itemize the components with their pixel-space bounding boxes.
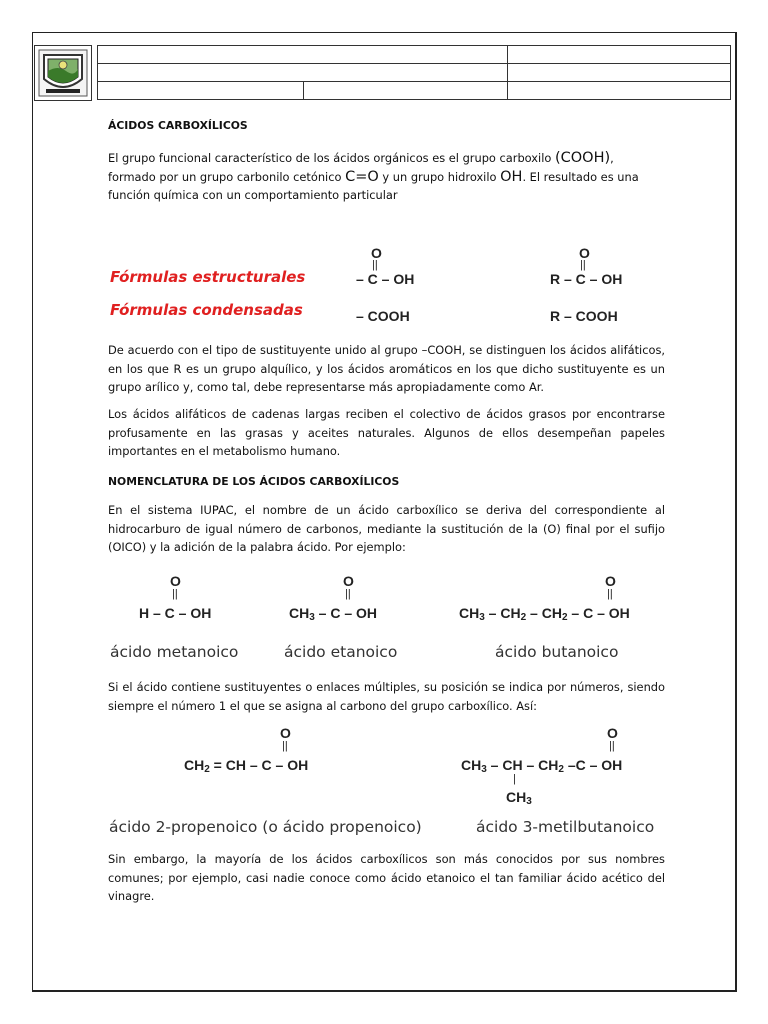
struct2-oxygen: O (579, 245, 590, 261)
butanoico-double-bond: || (607, 588, 613, 600)
metanoico-formula: H – C – OH (139, 605, 212, 621)
condensed-formulas-label: Fórmulas condensadas (110, 301, 303, 319)
document-page (32, 32, 737, 992)
struct1-formula: – C – OH (356, 271, 415, 287)
etanoico-formula: $CH_3$ – C – OH (289, 605, 378, 623)
propenoico-name: ácido 2-propenoico (o ácido propenoico) (109, 818, 422, 836)
metilbut-double-bond: || (609, 740, 615, 752)
header-cell (98, 64, 508, 82)
iupac-paragraph: En el sistema IUPAC, el nombre de un ácido carboxílico se deriva del correspondiente al hidrocarburo de igual número de carbonos, mediante la sustitución de la (O) final por el sufijo (OICO) y la adición de la palabra ácido. Por ejemplo: (108, 503, 665, 554)
struct1-oxygen: O (371, 245, 382, 261)
metilbut-oxygen: O (607, 725, 618, 741)
intro-paragraph: El grupo funcional característico de los ácidos orgánicos es el grupo carboxilo (COOH), formado por un grupo carbonilo cetónico C=O y un grupo hidroxilo OH. El resultado es una función química con un comportamiento particular (108, 150, 639, 202)
header-cell (508, 64, 731, 82)
nomenclature-title: NOMENCLATURA DE LOS ÁCIDOS CARBOXÍLICOS (108, 475, 400, 488)
school-crest-icon (38, 49, 88, 97)
metilbut-formula: $CH_3$ – CH – $CH_2$ –C – OH (461, 757, 623, 775)
header-cell (508, 46, 731, 64)
header-table (97, 45, 731, 100)
butanoico-name: ácido butanoico (495, 643, 619, 661)
substituents-paragraph: Si el ácido contiene sustituyentes o enlaces múltiples, su posición se indica por números, siendo siempre el número 1 el que se asigna al carbono del grupo carboxílico. Así: (108, 680, 665, 713)
condensed-formula-1: – COOH (356, 308, 410, 324)
etanoico-oxygen: O (343, 573, 354, 589)
section-title: ÁCIDOS CARBOXÍLICOS (108, 119, 248, 132)
struct2-formula: R – C – OH (550, 271, 623, 287)
butanoico-formula: $CH_3 - CH_2 - CH_2$ – C – OH (459, 605, 630, 623)
etanoico-double-bond: || (345, 588, 351, 600)
condensed-formula-2: R – COOH (550, 308, 618, 324)
header-cell (98, 82, 304, 100)
butanoico-oxygen: O (605, 573, 616, 589)
struct1-double-bond: || (372, 259, 378, 271)
header-cell (508, 82, 731, 100)
structural-formulas-label: Fórmulas estructurales (110, 268, 306, 286)
metilbut-branch-bond: | (513, 773, 516, 785)
header-cell (98, 46, 508, 64)
metanoico-name: ácido metanoico (110, 643, 239, 661)
common-names-paragraph: Sin embargo, la mayoría de los ácidos carboxílicos son más conocidos por sus nombres comunes; por ejemplo, casi nadie conoce como ácido etanoico el tan familiar ácido acético del vinagre. (108, 852, 665, 903)
school-logo (34, 45, 92, 101)
struct2-double-bond: || (580, 259, 586, 271)
metanoico-double-bond: || (172, 588, 178, 600)
fatty-acids-paragraph: Los ácidos alifáticos de cadenas largas reciben el colectivo de ácidos grasos por encontrarse profusamente en las grasas y aceites naturales. Algunos de ellos desempeñan papeles importantes en el metabolismo humano. (108, 407, 665, 458)
substituent-paragraph: De acuerdo con el tipo de sustituyente unido al grupo –COOH, se distinguen los ácidos alifáticos, en los que R es un grupo alquílico, y los ácidos aromáticos en los que dicho sustituyente es un grupo arílico y, como tal, debe representarse más apropiadamente como Ar. (108, 343, 665, 394)
metilbut-name: ácido 3-metilbutanoico (476, 818, 655, 836)
etanoico-name: ácido etanoico (284, 643, 398, 661)
propenoico-double-bond: || (282, 740, 288, 752)
propenoico-oxygen: O (280, 725, 291, 741)
metilbut-branch: $CH_3$ (506, 789, 532, 807)
propenoico-formula: $CH_2$ = CH – C – OH (184, 757, 309, 775)
header-cell (304, 82, 508, 100)
metanoico-oxygen: O (170, 573, 181, 589)
